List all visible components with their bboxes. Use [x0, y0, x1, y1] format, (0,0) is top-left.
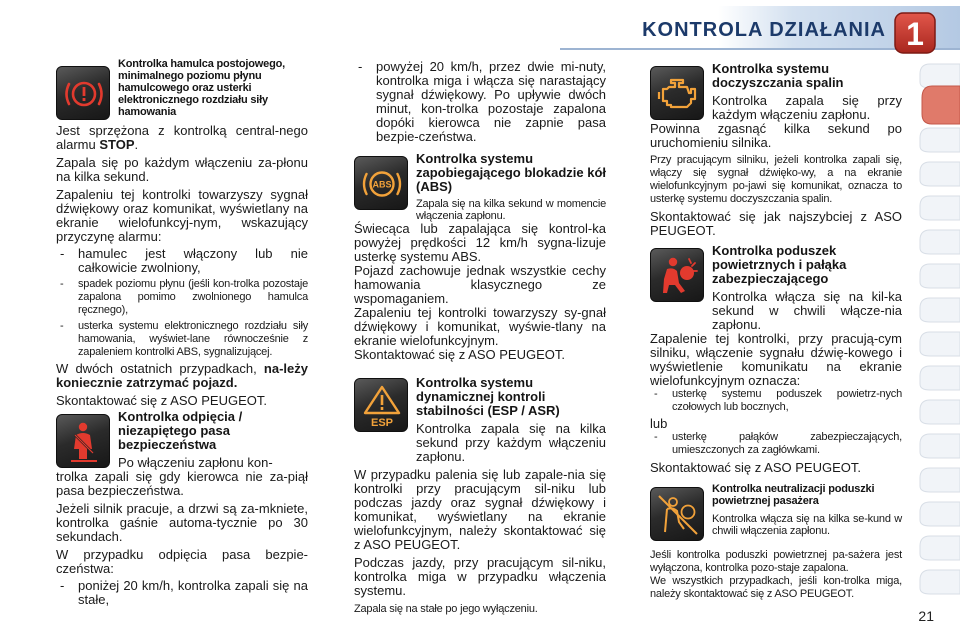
- airbag-paragraph-2: Skontaktować się z ASO PEUGEOT.: [650, 460, 861, 475]
- brake-paragraph-3: Zapaleniu tej kontrolki towarzyszy sygnał dźwiękowy oraz komunikat, wyświetlany na ekranie wielofunkcyj-nym, wskazujący przyczynę alarmu:: [56, 187, 308, 244]
- abs-paragraph-3: Zapaleniu tej kontrolki towarzyszy sy-gnał dźwiękowy i komunikat, wyświe-tlany na ekranie wielofunkcyjnym.: [354, 305, 606, 348]
- pollution-heading: Kontrolka systemu doczyszczania spalin: [712, 61, 844, 90]
- pollution-paragraph-3: Skontaktować się jak najszybciej z ASO PEUGEOT.: [650, 209, 902, 238]
- pollution-paragraph-2: Przy pracującym silniku, jeżeli kontrolka zapali się, włączy się sygnał dźwięko-wy, a na ekranie wielofunkcyjnym po-jawi się komunikat, oznacza to usterkę systemu doczyszczania spalin.: [650, 154, 902, 205]
- list-item: - usterka systemu elektronicznego rozdziału siły hamowania, wyświet-lane równocześnie z zapaleniem kontrolki ABS, sygnalizującej.: [56, 320, 308, 359]
- section-pollution: [650, 62, 902, 122]
- section-passenger-airbag: [650, 483, 902, 545]
- seatbelt-icon: [56, 414, 110, 468]
- brake-paragraph-1: Jest sprzężona z kontrolką central-nego alarmu STOP.: [56, 123, 308, 152]
- esp-icon-label: ESP: [370, 417, 394, 429]
- pollution-intro: Kontrolka zapala się przy każdym włączeniu zapłonu.: [712, 93, 902, 122]
- section-esp: [354, 376, 606, 464]
- airbag-icon: [650, 248, 704, 302]
- engine-check-icon: [650, 66, 704, 120]
- list-item: - usterkę systemu poduszek powietrz-nych czołowych lub bocznych,: [650, 388, 902, 414]
- abs-paragraph-2: Pojazd zachowuje jednak wszystkie cechy hamowania klasycznego ze wspomaganiem.: [354, 263, 606, 306]
- abs-paragraph-1: Świecąca lub zapalająca się kontrol-ka powyżej prędkości 12 km/h sygna-lizuje usterkę systemu ABS.: [354, 221, 606, 264]
- brake-warning-heading: Kontrolka hamulca postojowego, minimalnego poziomu płynu hamulcowego oraz usterki elektronicznego rozdziału siły hamowania: [118, 58, 285, 118]
- seatbelt-conditions-list: [56, 579, 308, 607]
- airbag-heading: Kontrolka poduszek powietrznych i pałąka zabezpieczającego: [712, 243, 847, 286]
- seatbelt-heading: Kontrolka odpięcia / niezapiętego pasa bezpieczeństwa: [118, 409, 243, 452]
- section-brake-warning: [56, 58, 308, 120]
- section-airbag: [650, 244, 902, 332]
- list-item: - spadek poziomu płynu (jeśli kon-trolka pozostaje zapalona pomimo zwolnionego hamulca ręcznego),: [56, 278, 308, 317]
- abs-paragraph-4: Skontaktować się z ASO PEUGEOT.: [354, 347, 565, 362]
- brake-warning-icon: [56, 66, 110, 120]
- abs-heading: Kontrolka systemu zapobiegającego blokadzie kół (ABS): [416, 151, 606, 194]
- section-seatbelt: [56, 410, 308, 470]
- esp-paragraph-1: W przypadku palenia się lub zapale-nia się kontrolki przy pracującym sil-niku lub podczas jazdy oraz sygnał dźwiękowy i komunikat, wyświetlany na ekranie wielofunkcyjnym, należy skontaktować się z ASO PEUGEOT.: [354, 467, 606, 552]
- column-right: [650, 58, 902, 601]
- abs-icon-label: ABS: [372, 179, 392, 190]
- esp-intro: Kontrolka zapala się na kilka sekund przy każdym włączeniu zapłonu.: [416, 421, 606, 464]
- list-item: - usterkę pałąków zabezpieczających, umieszczonych za zagłówkami.: [650, 431, 902, 457]
- passenger-airbag-paragraph-1: Jeśli kontrolka poduszki powietrznej pa-sażera jest wyłączona, kontrolka pozo-staje zapalona.: [650, 549, 902, 574]
- column-left: [56, 58, 308, 610]
- esp-paragraph-3: Zapala się na stałe po jego wyłączeniu.: [354, 603, 538, 615]
- passenger-airbag-heading: Kontrolka neutralizacji poduszki powietrznej pasażera: [712, 483, 875, 507]
- chapter-side-tabs[interactable]: [918, 62, 960, 622]
- passenger-airbag-paragraph-2: We wszystkich przypadkach, jeśli kon-trolka miga, należy skontaktować się z ASO PEUGEOT.: [650, 575, 902, 600]
- seatbelt-paragraph-3: W przypadku odpięcia pasa bezpie-czeństwa:: [56, 547, 308, 576]
- list-item: - powyżej 20 km/h, przez dwie mi-nuty, kontrolka miga i włącza się narastający sygnał dźwiękowy. Po upływie dwóch minut, kon-trolka pozostaje zapalona dopóki kierowca nie zapnie pasa bezpie-czeństwa.: [354, 60, 606, 144]
- seatbelt-conditions-list-continued: [354, 60, 606, 144]
- airbag-faults-list-1: [650, 388, 902, 414]
- airbag-or-label: lub: [650, 416, 668, 431]
- brake-paragraph-5: Skontaktować się z ASO PEUGEOT.: [56, 393, 267, 408]
- esp-warning-icon: [354, 378, 408, 432]
- esp-heading: Kontrolka systemu dynamicznej kontroli stabilności (ESP / ASR): [416, 375, 560, 418]
- seatbelt-paragraph-1: trolka zapali się gdy kierowca nie za-piął pasa bezpieczeństwa.: [56, 469, 308, 498]
- abs-intro: Zapala się na kilka sekund w momencie włączenia zapłonu.: [416, 198, 606, 222]
- page-title: KONTROLA DZIAŁANIA: [642, 19, 886, 41]
- abs-icon: [354, 156, 408, 210]
- stop-keyword: STOP: [99, 137, 135, 152]
- airbag-faults-list-2: [650, 431, 902, 457]
- brake-paragraph-4: W dwóch ostatnich przypadkach, na-leży koniecznie zatrzymać pojazd.: [56, 361, 308, 390]
- page-number: 21: [918, 608, 934, 624]
- list-item: - hamulec jest włączony lub nie całkowicie zwolniony,: [56, 247, 308, 275]
- airbag-paragraph-1: Zapalenie tej kontrolki, przy pracują-cym silniku, włączenie sygnału dźwię-kowego i wyświetlenie komunikatu na ekranie wielofunkcyjnym oznacza:: [650, 331, 902, 388]
- passenger-airbag-intro: Kontrolka włącza się na kilka se-kund w chwili włączenia zapłonu.: [712, 513, 902, 537]
- stop-vehicle-warning: na-leży koniecznie zatrzymać pojazd.: [56, 361, 308, 390]
- chapter-number: 1: [906, 16, 924, 52]
- esp-paragraph-2: Podczas jazdy, przy pracującym sil-niku, kontrolka miga w przypadku włączenia systemu.: [354, 555, 606, 598]
- airbag-intro: Kontrolka włącza się na kil-ka sekund w chwili włącze-nia zapłonu.: [712, 289, 902, 332]
- column-middle: [354, 58, 606, 616]
- section-abs: [354, 152, 606, 222]
- brake-paragraph-2: Zapala się po każdym włączeniu za-płonu na kilka sekund.: [56, 155, 308, 184]
- seatbelt-intro: Po włączeniu zapłonu kon-: [118, 455, 273, 470]
- seatbelt-paragraph-2: Jeżeli silnik pracuje, a drzwi są za-mkniete, kontrolka gaśnie automa-tycznie po 30 sekundach.: [56, 501, 308, 544]
- passenger-airbag-off-icon: [650, 487, 704, 541]
- list-item: - poniżej 20 km/h, kontrolka zapali się na stałe,: [56, 579, 308, 607]
- pollution-paragraph-1: Powinna zgasnąć kilka sekund po uruchomieniu silnika.: [650, 121, 902, 150]
- brake-causes-list: [56, 247, 308, 359]
